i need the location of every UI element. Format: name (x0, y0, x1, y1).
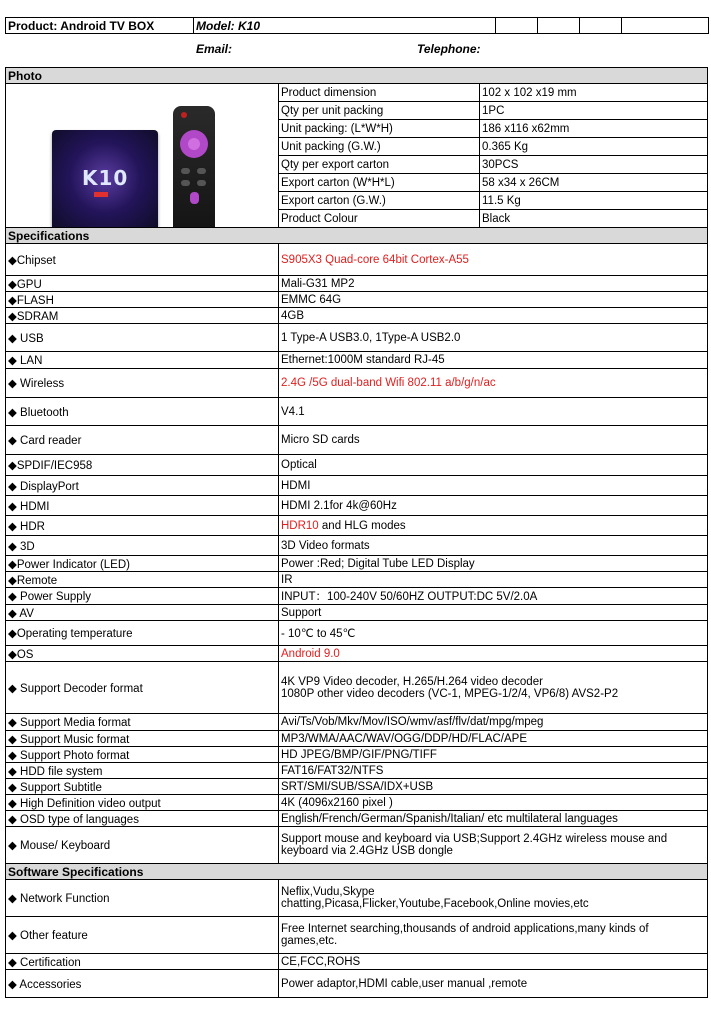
spec-label: ◆ Power Supply (6, 588, 279, 605)
telephone-label: Telephone: (417, 42, 481, 56)
spec-label: ◆ HDR (6, 516, 279, 536)
spec-row (6, 779, 708, 795)
value-text: Power adaptor,HDMI cable,user manual ,remote (281, 977, 528, 990)
value-text: Optical (281, 459, 317, 471)
email-label: Email: (196, 42, 233, 56)
value-text: 4K (4096x2160 pixel ) (281, 796, 393, 809)
spec-row (6, 662, 708, 714)
product-name: Product: Android TV BOX (6, 18, 194, 34)
software-label: ◆ Other feature (6, 917, 279, 954)
value-text: Ethernet:1000M standard RJ-45 (281, 354, 445, 366)
value-text: Avi/Ts/Vob/Mkv/Mov/ISO/wmv/asf/flv/dat/mpg/mpeg (281, 716, 544, 728)
value-text: CE,FCC,ROHS (281, 955, 361, 968)
box-logo: K10 (82, 166, 129, 190)
spec-value (279, 588, 708, 605)
software-value (279, 954, 708, 970)
spec-label: ◆ 3D (6, 536, 279, 556)
product-photo (6, 84, 279, 228)
software-label: ◆ Accessories (6, 970, 279, 998)
value-text: 4K VP9 Video decoder, H.265/H.264 video decoder (281, 675, 543, 688)
remote-button-icon (181, 168, 190, 174)
spec-value (279, 369, 708, 398)
spec-row (6, 292, 708, 308)
spec-label: ◆ Support Music format (6, 731, 279, 747)
header-empty-cell (622, 18, 709, 34)
spec-label: ◆ HDMI (6, 496, 279, 516)
spec-value (279, 827, 708, 864)
spec-row (6, 516, 708, 536)
spec-row (6, 308, 708, 324)
spec-label: ◆ HDD file system (6, 763, 279, 779)
spec-row (6, 714, 708, 731)
section-title: Photo (6, 68, 708, 84)
highlight-value: HDR10 (281, 519, 319, 532)
photo-spec-label: Qty per unit packing (279, 102, 480, 120)
spec-label: ◆ USB (6, 324, 279, 352)
spec-label: ◆ Support Subtitle (6, 779, 279, 795)
spec-label: ◆ Support Photo format (6, 747, 279, 763)
value-text: 2.4G /5G dual-band Wifi 802.11 a/b/g/n/ac (281, 377, 496, 389)
spec-row (6, 324, 708, 352)
spec-label: ◆ High Definition video output (6, 795, 279, 811)
photo-spec-label: Export carton (G.W.) (279, 192, 480, 210)
software-label: ◆ Certification (6, 954, 279, 970)
spec-label: ◆ Support Media format (6, 714, 279, 731)
spec-value (279, 605, 708, 621)
spec-value (279, 811, 708, 827)
spec-row (6, 398, 708, 426)
header-table (5, 17, 709, 34)
spec-label: ◆ OSD type of languages (6, 811, 279, 827)
spec-row (6, 747, 708, 763)
remote-button-icon (181, 180, 190, 186)
spec-label: ◆Chipset (6, 244, 279, 276)
spec-value (279, 556, 708, 572)
mic-button-icon (190, 192, 199, 204)
spec-value (279, 662, 708, 714)
section-header-software (6, 864, 708, 880)
photo-spec-label: Product Colour (279, 210, 480, 228)
spec-value (279, 646, 708, 662)
photo-spec-label: Product dimension (279, 84, 480, 102)
software-value (279, 880, 708, 917)
value-text: S905X3 Quad-core 64bit Cortex-A55 (281, 253, 469, 266)
value-text: HDMI 2.1for 4k@60Hz (281, 499, 397, 512)
spec-value (279, 621, 708, 646)
remote-button-icon (197, 168, 206, 174)
ok-button-icon (188, 138, 200, 150)
header-empty-cell (496, 18, 538, 34)
photo-spec-label: Unit packing (G.W.) (279, 138, 480, 156)
spec-value (279, 292, 708, 308)
spec-label: ◆Remote (6, 572, 279, 588)
value-text: English/French/German/Spanish/Italian/ etc multilateral languages (281, 812, 618, 825)
spec-row (6, 496, 708, 516)
section-title: Specifications (6, 228, 708, 244)
spec-label: ◆ Support Decoder format (6, 662, 279, 714)
tv-box-image (52, 130, 158, 228)
spec-label: ◆OS (6, 646, 279, 662)
section-title: Software Specifications (6, 864, 708, 880)
value-text: INPUT：100-240V 50/60HZ OUTPUT:DC 5V/2.0A (281, 591, 538, 603)
value-text: and HLG modes (318, 519, 406, 532)
value-text: IR (281, 573, 293, 586)
spec-row (6, 588, 708, 605)
software-label: ◆ Network Function (6, 880, 279, 917)
value-text: 1 Type-A USB3.0, 1Type-A USB2.0 (281, 331, 461, 344)
spec-row (6, 763, 708, 779)
spec-row (6, 811, 708, 827)
model-name: Model: K10 (194, 18, 496, 34)
spec-row (6, 646, 708, 662)
value-text: 3D Video formats (281, 539, 370, 552)
spec-row (6, 621, 708, 646)
value-text: EMMC 64G (281, 293, 342, 306)
software-value (279, 970, 708, 998)
spec-label: ◆ Wireless (6, 369, 279, 398)
spec-row (6, 276, 708, 292)
spec-value (279, 714, 708, 731)
photo-spec-value: 186 x116 x62mm (480, 120, 708, 138)
remote-control-image (173, 106, 215, 228)
value-text: Neflix,Vudu,Skype (281, 886, 375, 898)
photo-spec-value: 1PC (480, 102, 708, 120)
spec-value (279, 536, 708, 556)
value-text: Micro SD cards (281, 434, 360, 446)
spec-value (279, 244, 708, 276)
spec-row (6, 536, 708, 556)
section-header-photo (6, 68, 708, 84)
photo-spec-value: 30PCS (480, 156, 708, 174)
spec-value (279, 426, 708, 455)
value-text: V4.1 (281, 405, 305, 418)
photo-spec-label: Export carton (W*H*L) (279, 174, 480, 192)
software-row (6, 970, 708, 998)
value-text: Support (281, 606, 322, 619)
value-text: SRT/SMI/SUB/SSA/IDX+USB (281, 780, 434, 793)
spec-label: ◆ Card reader (6, 426, 279, 455)
spec-row (6, 827, 708, 864)
spec-row (6, 731, 708, 747)
value-text: Power :Red; Digital Tube LED Display (281, 557, 475, 570)
value-text: Android 9.0 (281, 647, 340, 660)
spec-row (6, 244, 708, 276)
spec-value (279, 476, 708, 496)
value-text: MP3/WMA/AAC/WAV/OGG/DDP/HD/FLAC/APE (281, 732, 528, 745)
spec-row (6, 556, 708, 572)
header-empty-cell (538, 18, 580, 34)
spec-label: ◆SDRAM (6, 308, 279, 324)
spec-value (279, 763, 708, 779)
spec-value (279, 516, 708, 536)
value-text: Free Internet searching,thousands of android applications,many kinds of games,etc. (281, 923, 649, 947)
value-text: HDMI (281, 479, 311, 492)
spec-value (279, 572, 708, 588)
value-text: Mali-G31 MP2 (281, 277, 355, 290)
photo-spec-value: 11.5 Kg (480, 192, 708, 210)
spec-value (279, 795, 708, 811)
value-text: FAT16/FAT32/NTFS (281, 764, 384, 777)
software-row (6, 880, 708, 917)
photo-table-row (6, 84, 708, 102)
header-empty-cell (580, 18, 622, 34)
spec-row (6, 605, 708, 621)
value-text-line2: 1080P other video decoders (VC-1, MPEG-1/2/4, VP6/8) AVS2-P2 (281, 687, 619, 700)
spec-row (6, 426, 708, 455)
spec-row (6, 369, 708, 398)
spec-value (279, 779, 708, 795)
spec-value (279, 496, 708, 516)
remote-button-icon (197, 180, 206, 186)
spec-value (279, 276, 708, 292)
spec-value (279, 455, 708, 476)
spec-label: ◆Operating temperature (6, 621, 279, 646)
spec-value (279, 352, 708, 369)
spec-label: ◆Power Indicator (LED) (6, 556, 279, 572)
box-badge (94, 192, 108, 197)
software-value (279, 917, 708, 954)
spec-label: ◆ LAN (6, 352, 279, 369)
power-button-icon (181, 112, 187, 118)
spec-value (279, 308, 708, 324)
value-text: - 10℃ to 45℃ (281, 628, 356, 640)
photo-spec-value: 102 x 102 x19 mm (480, 84, 708, 102)
photo-spec-label: Unit packing: (L*W*H) (279, 120, 480, 138)
spec-row (6, 476, 708, 496)
spec-value (279, 324, 708, 352)
spec-label: ◆ DisplayPort (6, 476, 279, 496)
photo-spec-value: 58 x34 x 26CM (480, 174, 708, 192)
spec-row (6, 455, 708, 476)
spec-value (279, 398, 708, 426)
photo-spec-value: Black (480, 210, 708, 228)
spec-row (6, 572, 708, 588)
spec-sheet-table (5, 67, 708, 998)
value-text: 4GB (281, 309, 305, 322)
photo-spec-value: 0.365 Kg (480, 138, 708, 156)
section-header-specifications (6, 228, 708, 244)
contact-line (0, 42, 711, 58)
spec-value (279, 731, 708, 747)
spec-label: ◆SPDIF/IEC958 (6, 455, 279, 476)
spec-row (6, 795, 708, 811)
value-text-line2: chatting,Picasa,Flicker,Youtube,Facebook,Online movies,etc (281, 898, 589, 910)
spec-row (6, 352, 708, 369)
spec-value (279, 747, 708, 763)
spec-label: ◆ Mouse/ Keyboard (6, 827, 279, 864)
value-text: Support mouse and keyboard via USB;Support 2.4GHz wireless mouse and keyboard via 2.4GHz USB dongle (281, 833, 668, 857)
software-row (6, 917, 708, 954)
software-row (6, 954, 708, 970)
spec-label: ◆ Bluetooth (6, 398, 279, 426)
spec-label: ◆FLASH (6, 292, 279, 308)
photo-spec-label: Qty per export carton (279, 156, 480, 174)
spec-label: ◆ AV (6, 605, 279, 621)
spec-label: ◆GPU (6, 276, 279, 292)
value-text: HD JPEG/BMP/GIF/PNG/TIFF (281, 748, 437, 761)
